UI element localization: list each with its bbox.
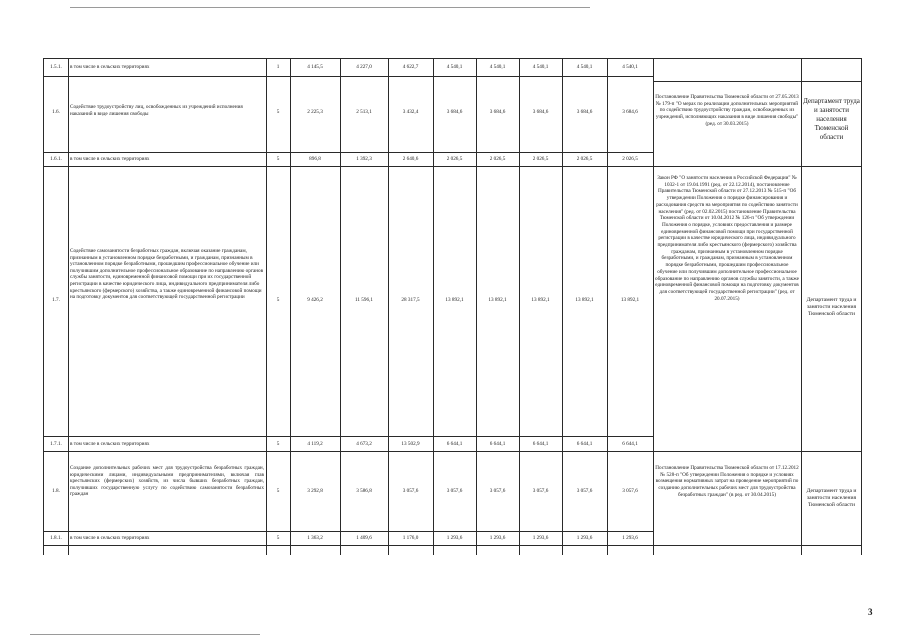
value-cell: 3 057,6 [489, 488, 506, 494]
row-unit: 5 [276, 488, 280, 494]
value-cell: 3 684,6 [622, 109, 638, 115]
value-cell: 896,8 [309, 156, 321, 162]
value-cell: 1 293,6 [576, 535, 593, 541]
value-cell: 3 057,6 [576, 488, 593, 494]
value-cell: 3 684,6 [576, 109, 593, 115]
row-number: 1.5.1. [50, 64, 62, 70]
row-unit: 5 [276, 109, 280, 115]
value-cell: 6 644,1 [532, 441, 549, 447]
value-cell: 6 644,1 [622, 441, 638, 447]
value-cell: 1 293,6 [489, 535, 506, 541]
row-number: 1.6.1. [50, 156, 62, 162]
value-cell: 1 293,6 [446, 535, 463, 541]
value-cell: 11 596,1 [355, 297, 373, 303]
value-cell: 1 409,6 [356, 535, 372, 541]
legal-basis-text: Постановление Правительства Тюменской области от 17.12.2012 № 528-п "Об утверждении Положения о порядке и условиях возмещения нормативных затрат на проведение мероприятий по созданию дополнительных рабочих мест для трудоустройства безработных граждан" (в ред. от 30.04.2015) [655, 465, 799, 498]
value-cell: 4 540,1 [576, 64, 593, 70]
row-name: Создание дополнительных рабочих мест для трудоустройства безработных граждан, юридическими лицами, индивидуальными предпринимателями, включая глав крестьянских (фермерских) хозяйств, из числа бывших безработных граждан, получивших государственную услугу по содействию самозанятости безработных граждан [70, 465, 264, 498]
value-cell: 4 540,1 [489, 64, 506, 70]
row-name: в том числе в сельских территориях [70, 64, 150, 70]
value-cell: 6 644,1 [489, 441, 506, 447]
value-cell: 2 640,6 [402, 156, 419, 162]
row-name: в том числе в сельских территориях [70, 156, 150, 162]
row-name: Содействие трудоустройству лиц, освобожденных из учреждений исполнения наказаний в виде лишения свободы [70, 104, 243, 117]
value-cell: 1 293,6 [532, 535, 549, 541]
value-cell: 4 540,1 [622, 64, 638, 70]
row-name: в том числе в сельских территориях [70, 535, 150, 541]
value-cell: 3 432,4 [402, 109, 419, 115]
value-cell: 3 684,6 [532, 109, 549, 115]
scan-edge-top [70, 7, 590, 8]
value-cell: 13 892,1 [620, 297, 640, 303]
value-cell: 2 026,5 [446, 156, 463, 162]
responsible-department: Департамент труда и занятости населения Тюменской области [806, 297, 857, 318]
value-cell: 2 513,1 [356, 109, 372, 115]
value-cell: 13 502,9 [401, 441, 420, 447]
value-cell: 4 622,7 [402, 64, 419, 70]
value-cell: 28 317,5 [401, 297, 420, 303]
value-cell: 13 892,1 [488, 297, 507, 303]
value-cell: 3 292,8 [307, 488, 323, 494]
value-cell: 2 026,5 [576, 156, 593, 162]
row-unit: 5 [276, 297, 280, 303]
responsible-department: Департамент труда и занятости населения Тюменской области [803, 97, 860, 141]
value-cell: 1 363,2 [307, 535, 323, 541]
value-cell: 4 227,0 [356, 64, 372, 70]
value-cell: 13 892,1 [445, 297, 464, 303]
value-cell: 13 892,1 [575, 297, 594, 303]
value-cell: 3 684,6 [489, 109, 506, 115]
row-number: 1.6. [52, 109, 60, 115]
value-cell: 3 586,8 [356, 488, 372, 494]
value-cell: 1 392,3 [356, 156, 372, 162]
value-cell: 4 673,2 [356, 441, 372, 447]
row-number: 1.7. [52, 297, 60, 303]
value-cell: 4 119,2 [307, 441, 323, 447]
row-number: 1.8.1. [50, 535, 62, 541]
responsible-department: Департамент труда и занятости населения Тюменской области [806, 488, 857, 509]
value-cell: 2 026,5 [532, 156, 549, 162]
value-cell: 4 145,5 [307, 64, 323, 70]
page-number: 3 [868, 607, 873, 617]
value-cell: 2 026,5 [489, 156, 506, 162]
value-cell: 3 684,6 [446, 109, 463, 115]
row-name: Содействие самозанятости безработных граждан, включая оказание гражданам, признанным в установленном порядке безработными, и гражданам, признанным в установленном порядке безработными, прошедшим профессиональное обучение или получившим дополнительное профессиональное образование по направлению органов службы занятости, единовременной финансовой помощи при их государственной регистрации в качестве юридического лица, индивидуального предпринимателя либо крестьянского (фермерского) хозяйства, а также единовременной финансовой помощи на подготовку документов для соответствующей государственной регистрации [70, 248, 264, 301]
value-cell: 3 057,6 [532, 488, 549, 494]
value-cell: 4 540,1 [446, 64, 463, 70]
value-cell: 3 057,6 [446, 488, 463, 494]
value-cell: 13 892,1 [531, 297, 550, 303]
value-cell: 6 644,1 [446, 441, 463, 447]
value-cell: 9 426,2 [307, 297, 323, 303]
value-cell: 6 644,1 [576, 441, 593, 447]
row-name: в том числе в сельских территориях [70, 441, 150, 447]
legal-basis-text: Постановление Правительства Тюменской области от 27.05.2013 № 179-п "О мерах по реализации дополнительных мероприятий по содействию трудоустройству граждан, освобожденных из учреждений, исполняющих наказания в виде лишения свободы" (ред. от 30.03.2015) [655, 94, 799, 127]
value-cell: 3 057,6 [402, 488, 419, 494]
row-unit: 1 [276, 64, 280, 70]
value-cell: 2 225,3 [307, 109, 323, 115]
row-unit: 5 [276, 535, 280, 541]
row-unit: 5 [276, 441, 280, 447]
row-number: 1.8. [52, 488, 60, 494]
scan-edge-bottom [30, 634, 260, 635]
value-cell: 3 057,6 [622, 488, 638, 494]
value-cell: 1 176,0 [402, 535, 419, 541]
row-number: 1.7.1. [50, 441, 62, 447]
row-unit: 5 [276, 156, 280, 162]
value-cell: 4 540,1 [532, 64, 549, 70]
legal-basis-text: Закон РФ "О занятости населения в Российской Федерации" № 1032-1 от 19.04.1991 (ред. от 22.12.2014), постановление Правительства Тюменской области от 27.12.2013 № 515-п "Об утверждении Положения о порядке финансирования и расходования средств на мероприятия по содействию занятости населения" (ред. от 02.02.2015) постановление Правительства Тюменской области от 10.04.2012 № 126-п "Об утверждении Положения о порядке, условиях предоставления и размере единовременной финансовой помощи при государственной регистрации в качестве юридического лица, индивидуального предпринимателя либо крестьянского (фермерского) хозяйства гражданам, признанным в установленном порядке безработными, и гражданам, признанным в установленном порядке безработными, прошедшим профессиональное обучение или получившим дополнительное профессиональное образование по направлению органов службы занятости, а также единовременной финансовой помощи на подготовку документов для соответствующей государственной регистрации" (ред. от 20.07.2015) [655, 175, 799, 302]
value-cell: 2 026,5 [622, 156, 638, 162]
value-cell: 1 293,6 [622, 535, 638, 541]
